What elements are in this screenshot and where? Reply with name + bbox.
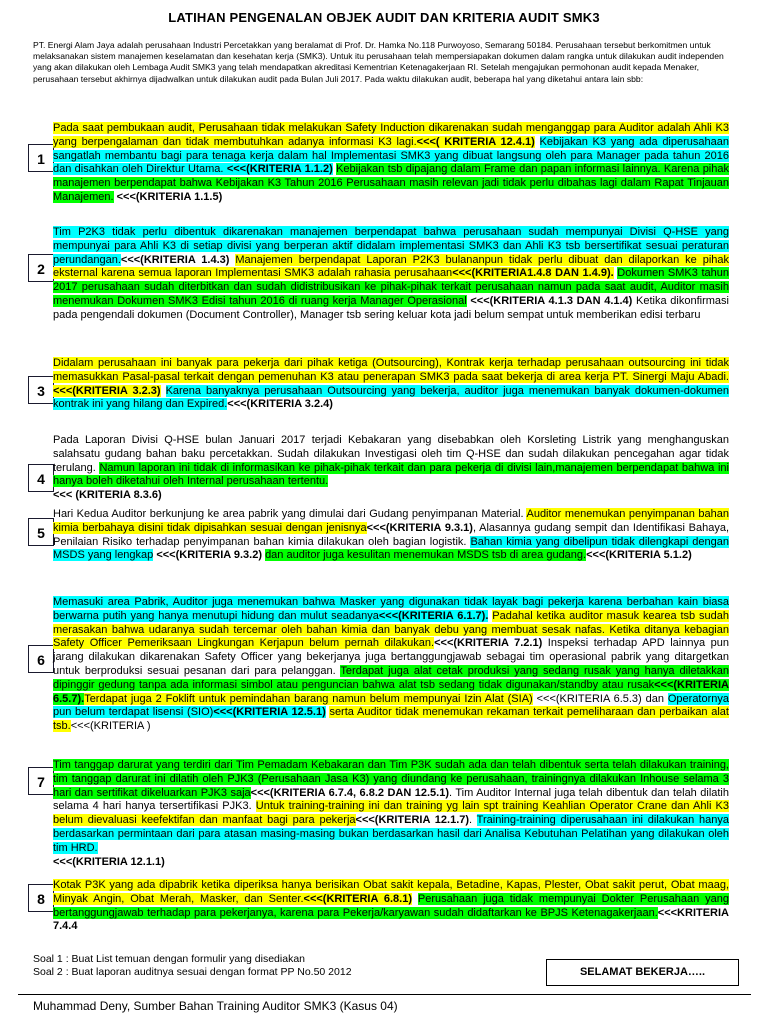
section-7-segment: <<<(KRITERIA 12.1.7)	[355, 814, 470, 827]
case-number-2: 2	[28, 254, 54, 282]
assignment-2: Soal 2 : Buat laporan auditnya sesuai dengan format PP No.50 2012	[33, 966, 352, 978]
section-6-segment: <<<(KRITERIA 7.2.1)	[434, 637, 543, 650]
section-8-segment: Perusahaan juga tidak mempunyai Dokter Perusahaan yang bertanggungjawab terhadap para pekerjanya, karena para Pekerja/karyawan sudah didaftarkan ke BPJS Ketenagakerjaan.	[53, 892, 729, 919]
footer-credit: Muhammad Deny, Sumber Bahan Training Auditor SMK3 (Kasus 04)	[33, 999, 398, 1013]
section-6-segment: Terdapat juga alat cetak produksi yang sedang rusak yang hanya diletakkan dipinggir gedung tanpa ada informasi simbol atau penguncian bahwa alat tsb sedang tidak digunakan/standby atau rusak	[53, 664, 730, 691]
case-number-1: 1	[28, 144, 54, 172]
section-5-segment: Bahan kimia yang dibelipun tidak dilengkapi dengan MSDS yang lengkap	[53, 535, 729, 562]
section-6-segment: <<<(KRITERIA 6.1.7).	[378, 609, 489, 622]
case-section-7	[53, 759, 729, 869]
section-6-segment: <<<(KRITERIA 6.5.7).	[53, 678, 729, 705]
case-section-2	[53, 226, 729, 323]
section-8-segment: <<<(KRITERIA 6.8.1)	[303, 892, 413, 905]
section-2-segment: Dokumen SMK3 tahun 2017 perusahaan sudah diterbitkan dan sudah didistribusikan ke pihak-pihak terkait perusahaan namun pada saat audit, Auditor masih menemukan Dokumen SMK3 Edisi tahun 2016 di ruang kerja Manager Operasional	[53, 267, 729, 307]
case-section-6	[53, 596, 729, 734]
section-6-segment: Inspeksi terhadap APD lainnya pun jarang dilakukan dikarenakan Safety Officer yang bekerjanya juga bertanggungjawab sebagai tim operasional pabrik yang ditargetkan untuk berproduksi sesuai pesanan dari para pelanggan.	[53, 637, 730, 677]
section-2-segment: <<<(KRITERIA 1.4.3)	[120, 253, 230, 266]
section-3-segment: Didalam perusahaan ini banyak para pekerja dari pihak ketiga (Outsourcing), Kontrak kerja terhadap perusahaan outsourcing ini tidak memasukkan Pasal-pasal terkait dengan pemenuhan K3 atau penerapan SMK3 pada saat bekerja di area kerja PT. Sinergi Maju Abadi.	[53, 357, 729, 383]
case-number-7: 7	[28, 767, 54, 795]
section-8-segment: <<<KRITERIA 7.4.4	[53, 906, 729, 933]
case-section-4	[53, 434, 729, 503]
section-6-segment: Padahal ketika auditor masuk kearea tsb sudah merasakan bahwa udaranya sudah tercemar oleh bahan kimia dan banyak debu yang membuat sesak nafas. Ketika ditanya kebagian Safety Officer Pemeriksaan Lingkungan Kerjapun belum pernah dilakukan.	[53, 609, 729, 650]
case-number-3: 3	[28, 376, 54, 404]
case-section-1	[53, 122, 729, 205]
section-1-segment: Kebijakan tsb dipajang dalam Frame dan papan informasi lainnya. Karena pihak manajemen berpendapat bahwa Kebijakan K3 Tahun 2016 Perusahaan masih relevan jadi tidak perlu dibahas lagi dalam Rapat Tinjauan Manajemen.	[53, 163, 729, 203]
section-6-segment: <<<(KRITERIA 6.5.3) dan	[532, 692, 668, 705]
section-6-segment: <<<(KRITERIA 12.5.1)	[213, 706, 326, 719]
section-5-segment: <<<(KRITERIA 9.3.1)	[366, 521, 473, 534]
section-5-segment: Hari Kedua Auditor berkunjung ke area pabrik yang dimulai dari Gudang penyimpanan Material.	[53, 508, 527, 520]
section-2-segment: <<<(KRITERIA1.4.8 DAN 1.4.9).	[452, 267, 614, 280]
section-6-segment: Terdapat juga 2 Foklift untuk pemindahan barang namun belum mempunyai Izin Alat (SIA)	[84, 692, 533, 705]
case-section-3	[53, 357, 729, 412]
section-7-segment: <<<(KRITERIA 6.7.4, 6.8.2 DAN 12.5.1)	[250, 786, 450, 799]
section-3-segment	[161, 385, 166, 397]
section-4-segment: Namun laporan ini tidak di informasikan ke pihak-pihak terkait dan para pekerja di divisi lain,manajemen berpendapat bahwa ini hanya boleh diketahui oleh Internal perusahaan tertentu.	[53, 461, 729, 488]
case-number-6: 6	[28, 645, 54, 673]
section-1-segment	[535, 136, 540, 148]
section-7-segment: <<<(KRITERIA 12.1.1)	[53, 855, 165, 868]
section-5-segment: <<<(KRITERIA 9.3.2)	[153, 549, 262, 562]
section-3-segment: <<<(KRITERIA 3.2.4)	[227, 398, 333, 411]
page-title: LATIHAN PENGENALAN OBJEK AUDIT DAN KRITERIA AUDIT SMK3	[168, 10, 600, 25]
section-5-segment: Auditor menemukan penyimpanan bahan kimia berbahaya disini tidak dipisahkan sesuai dengan jenisnya	[53, 508, 729, 534]
case-number-5: 5	[28, 518, 54, 546]
section-1-segment: <<<( KRITERIA 12.4.1)	[416, 135, 535, 148]
section-6-segment: Operatornya pun belum terdapat lisensi (SIO)	[53, 692, 730, 719]
case-section-8	[53, 879, 729, 934]
section-1-segment: Pada saat pembukaan audit, Perusahaan tidak melakukan Safety Induction dikarenakan sudah menganggap para Auditor adalah Ahli K3 yang berpengalaman dan tidak membutuhkan adanya informasi K3 lagi.	[53, 122, 729, 148]
footer-divider	[18, 994, 751, 995]
section-4-segment: <<< (KRITERIA 8.3.6)	[53, 489, 162, 502]
section-5-segment: <<<(KRITERIA 5.1.2)	[586, 549, 692, 562]
closing-box: SELAMAT BEKERJA…..	[546, 959, 739, 986]
section-3-segment: <<<(KRITERIA 3.2.3)	[53, 384, 161, 397]
section-2-segment: Manajemen berpendapat Laporan P2K3 bulananpun tidak perlu dibuat dan dilaporkan ke pihak eksternal karena semua laporan Implementasi SMK3 adalah rahasia perusahaan	[53, 253, 730, 280]
section-6-segment: Memasuki area Pabrik, Auditor juga menemukan bahwa Masker yang digunakan tidak layak bagi pekerja karena berbahan kain biasa berwarna putih yang hanya menutupi hidung dan mulut seadanya	[53, 596, 729, 622]
section-2-segment: Tim P2K3 tidak perlu dibentuk dikarenakan manajemen berpendapat bahwa perusahaan sudah mempunyai Divisi Q-HSE yang mempunyai para Ahli K3 di setiap divisi yang berperan aktif didalam implementasi SMK3 dan Ahli K3 tsb bersertifikat sesuai peraturan perundangan.	[53, 226, 729, 266]
section-2-segment: Ketika dikonfirmasi pada pengendali dokumen (Document Controller), Manager tsb sering keluar kota jadi belum sempat untuk memberikan edisi terbaru	[53, 294, 729, 321]
section-7-segment: . Tim Auditor Internal juga telah dibentuk dan telah dilatih selama 4 hari hanya tersertifikasi PJK3.	[53, 786, 729, 813]
section-7-segment: Training-training diperusahaan ini dilakukan hanya berdasarkan permintaan dari para atasan masing-masing bukan berdasarkan hasil dari Analisa Kebutuhan Pelatihan yang dilakukan oleh tim HRD.	[53, 814, 729, 854]
section-5-segment: dan auditor juga kesulitan menemukan MSDS tsb di area gudang.	[265, 549, 587, 562]
section-3-segment: Karena banyaknya perusahaan Outsourcing yang bekerja, auditor juga menemukan banyak dokumen-dokumen kontrak ini yang hilang dan Expired.	[53, 384, 729, 411]
intro-paragraph: PT. Energi Alam Jaya adalah perusahaan Industri Percetakkan yang beralamat di Prof. Dr. Hamka No.118 Purwoyoso, Semarang 50184. Perusahaan tersebut berkomitmen untuk melaksanakan sistem manajemen keselamatan dan kesehatan kerja (SMK3). Untuk itu perusahaan telah mempersiapakan dokumen dalam rangka untuk dilakukan audit independen yang akan dilakukan oleh Lembaga Audit SMK3 yang telah mendapatkan akreditasi Kementrian Ketenagakerjaan RI. Setelah mengajukan permohonan audit kepada Menaker, perusahaan tersebut akhirnya dijadwalkan untuk dilakukan audit pada Bulan Juli 2017. Pada waktu dilakukan audit, beberapa hal yang diketahui antara lain sbb:	[33, 40, 724, 84]
section-2-segment: <<<(KRITERIA 4.1.3 DAN 4.1.4)	[466, 294, 633, 307]
section-1-segment: Kebijakan K3 yang ada diperusahaan sangatlah membantu bagi para tenaga kerja dalam hal Implementasi SMK3 yang dibuat langsung oleh para Manager pada tahun 2016 dan disahkan oleh Direktur Utama.	[53, 135, 729, 176]
section-7-segment: .	[469, 814, 477, 827]
section-6-segment: <<<(KRITERIA )	[70, 720, 151, 733]
section-7-segment: Untuk training-training ini dan training yg lain spt training Keahlian Operator Crane dan Ahli K3 belum dievaluasi keefektifan dan manfaat bagi para pekerja	[53, 800, 729, 827]
assignment-1: Soal 1 : Buat List temuan dengan formulir yang disediakan	[33, 953, 306, 965]
case-section-5	[53, 508, 729, 563]
case-number-8: 8	[28, 884, 54, 912]
section-1-segment: <<<(KRITERIA 1.1.5)	[113, 190, 223, 203]
section-1-segment: <<<(KRITERIA 1.1.2)	[226, 163, 333, 176]
section-7-segment: Tim tanggap darurat yang terdiri dari Tim Pemadam Kebakaran dan Tim P3K sudah ada dan telah dibentuk serta telah dilakukan training, tim tanggap darurat ini dilatih oleh PJK3 (Perusahaan Jasa K3) yang diundang ke perusahaan, trainingnya dilakukan Inhouse selama 3 hari dan sertifikat dikeluarkan PJK3 saja	[53, 759, 729, 799]
section-6-segment: serta Auditor tidak menemukan rekaman terkait pemeliharaan dan perbaikan alat tsb.	[53, 706, 729, 733]
section-5-segment: , Alasannya gudang sempit dan Identifikasi Bahaya, Penilaian Risiko terhadap penyimpanan bahan kimia dilakukan oleh bagian logistik.	[53, 521, 730, 548]
section-4-segment: Pada Laporan Divisi Q-HSE bulan Januari 2017 terjadi Kebakaran yang disebabkan oleh Korsleting Listrik yang menghanguskan salahsatu gudang bahan baku percetakkan. Sudah dilakukan Investigasi oleh tim Q-HSE dan sudah dilakukan pencegahan agar tidak terulang.	[53, 434, 729, 474]
section-8-segment: Kotak P3K yang ada dipabrik ketika diperiksa hanya berisikan Obat sakit kepala, Betadine, Kapas, Plester, Obat sakit perut, Obat maag, Minyak Angin, Obat Merah, Masker, dan Senter.	[53, 879, 729, 905]
case-number-4: 4	[28, 464, 54, 492]
